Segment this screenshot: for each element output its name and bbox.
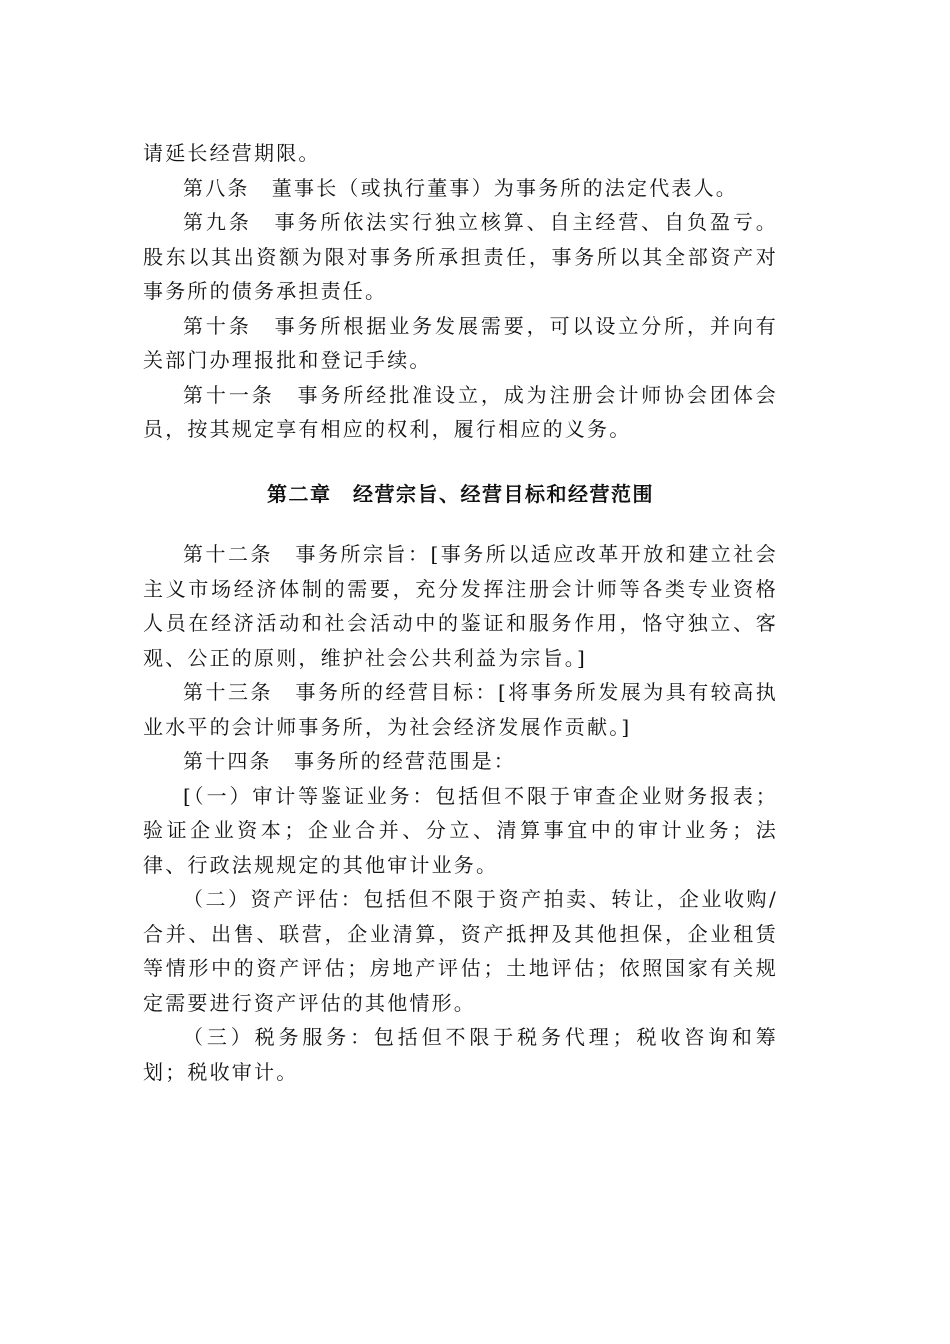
scope-item-1: [（一）审计等鉴证业务：包括但不限于审查企业财务报表；验证企业资本；企业合并、分立、清算事宜中的审计业务；法律、行政法规规定的其他审计业务。 <box>143 783 778 877</box>
article-9: 第九条 事务所依法实行独立核算、自主经营、自负盈亏。股东以其出资额为限对事务所承担责任，事务所以其全部资产对事务所的债务承担责任。 <box>143 210 778 303</box>
article-8: 第八条 董事长（或执行董事）为事务所的法定代表人。 <box>183 175 738 200</box>
article-10: 第十条 事务所根据业务发展需要，可以设立分所，并向有关部门办理报批和登记手续。 <box>143 313 778 372</box>
article-12: 第十二条 事务所宗旨：[事务所以适应改革开放和建立社会主义市场经济体制的需要，充分发挥注册会计师等各类专业资格人员在经济活动和社会活动中的鉴证和服务作用，恪守独立、客观、公正的原则，维护社会公共利益为宗旨。] <box>143 542 778 670</box>
scope-item-2: （二）资产评估：包括但不限于资产拍卖、转让，企业收购/合并、出售、联营，企业清算，资产抵押及其他担保，企业租赁等情形中的资产评估；房地产评估；土地评估；依照国家有关规定需要进行资产评估的其他情形。 <box>143 887 778 1015</box>
chapter-heading: 第二章 经营宗旨、经营目标和经营范围 <box>267 481 654 506</box>
scope-item-3: （三）税务服务：包括但不限于税务代理；税收咨询和筹划；税收审计。 <box>143 1025 778 1084</box>
document-body <box>143 136 778 1089</box>
article-11: 第十一条 事务所经批准设立，成为注册会计师协会团体会员，按其规定享有相应的权利，履行相应的义务。 <box>143 382 778 441</box>
paragraph-continuation: 请延长经营期限。 <box>143 141 321 165</box>
article-13: 第十三条 事务所的经营目标：[将事务所发展为具有较高执业水平的会计师事务所，为社会经济发展作贡献。] <box>143 680 778 739</box>
article-14: 第十四条 事务所的经营范围是： <box>183 749 516 773</box>
